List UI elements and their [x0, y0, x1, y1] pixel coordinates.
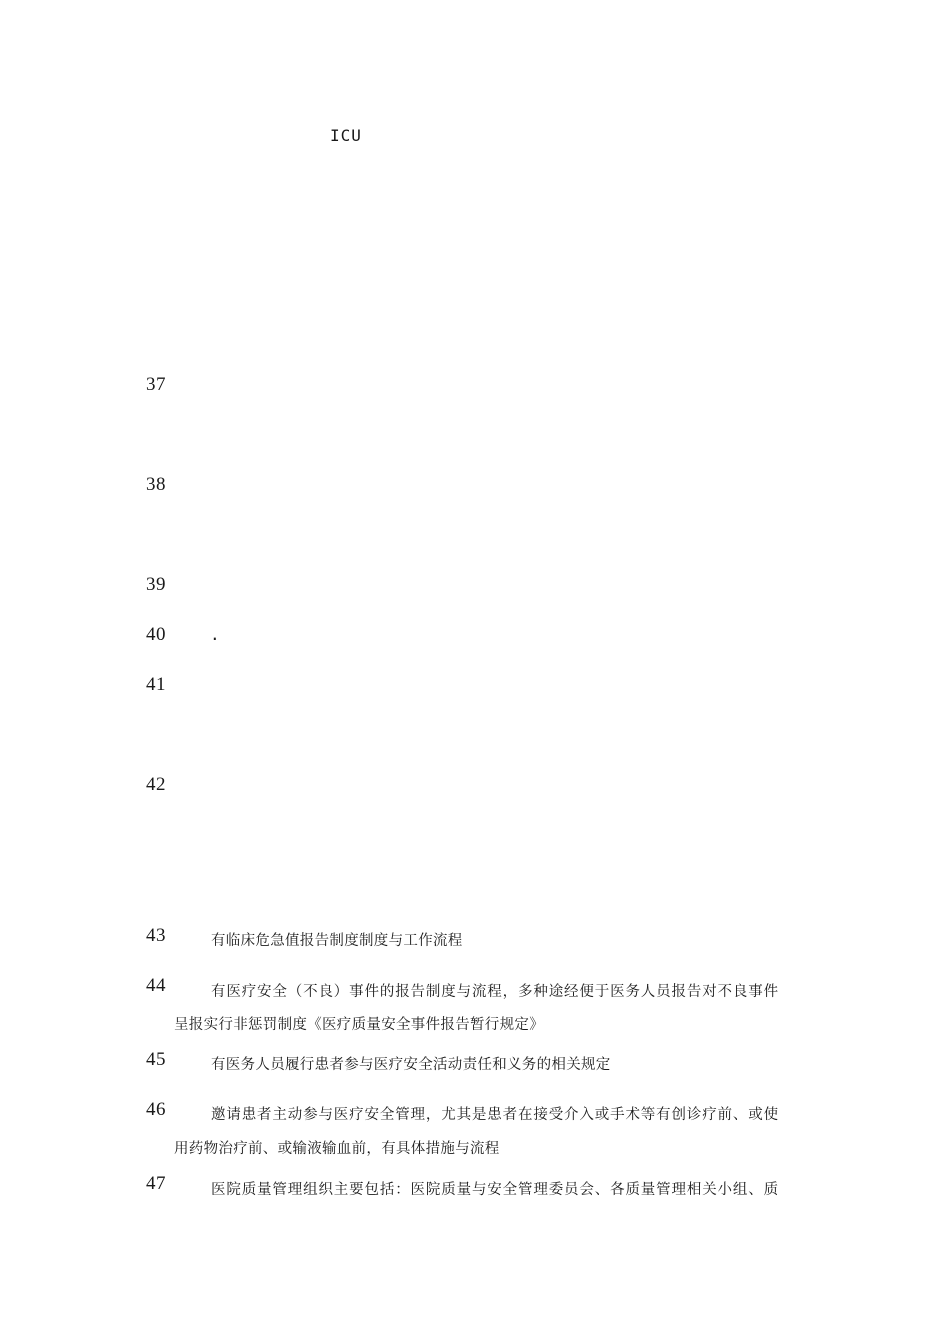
item-46-text-line2: 用药物治疗前、或输液输血前，有具体措施与流程	[174, 1141, 500, 1157]
item-number-40: 40	[146, 624, 166, 645]
item-47-text: 医院质量管理组织主要包括：医院质量与安全管理委员会、各质量管理相关小组、质	[211, 1182, 779, 1198]
garbled-line-11: .	[210, 625, 224, 644]
garbled-line-1b: ICU	[330, 126, 362, 145]
item-number-45: 45	[146, 1049, 166, 1070]
item-44-text-line1: 有医疗安全（不良）事件的报告制度与流程，多种途经便于医务人员报告对不良事件	[211, 984, 779, 1000]
item-number-47: 47	[146, 1173, 166, 1194]
item-44-text-line2: 呈报实行非惩罚制度《医疗质量安全事件报告暂行规定》	[174, 1017, 544, 1033]
item-number-41: 41	[146, 674, 166, 695]
item-number-42: 42	[146, 774, 166, 795]
item-number-46: 46	[146, 1099, 166, 1120]
item-46-text-line1: 邀请患者主动参与医疗安全管理，尤其是患者在接受介入或手术等有创诊疗前、或使	[211, 1107, 779, 1123]
item-number-38: 38	[146, 474, 166, 495]
item-number-43: 43	[146, 925, 166, 946]
item-number-37: 37	[146, 374, 166, 395]
item-number-44: 44	[146, 975, 166, 996]
item-43-text: 有临床危急值报告制度制度与工作流程	[211, 933, 463, 949]
item-number-39: 39	[146, 574, 166, 595]
item-45-text: 有医务人员履行患者参与医疗安全活动责任和义务的相关规定	[211, 1057, 611, 1073]
